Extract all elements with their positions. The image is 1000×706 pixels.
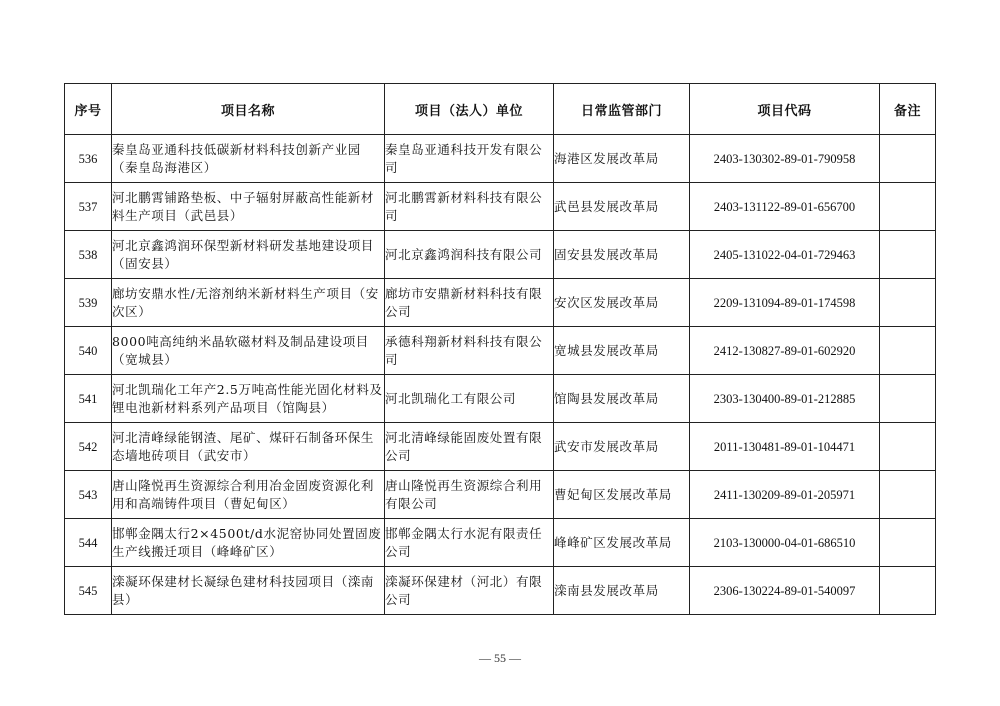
cell-supervision-dept: 安次区发展改革局 xyxy=(554,279,690,327)
header-remarks: 备注 xyxy=(880,84,936,135)
cell-project-code: 2209-131094-89-01-174598 xyxy=(690,279,880,327)
table-row xyxy=(65,279,936,327)
cell-number: 537 xyxy=(65,183,112,231)
cell-remarks xyxy=(880,423,936,471)
cell-remarks xyxy=(880,183,936,231)
header-project-unit: 项目（法人）单位 xyxy=(385,84,554,135)
cell-project-name: 河北京鑫鸿润环保型新材料研发基地建设项目（固安县） xyxy=(112,231,385,279)
cell-remarks xyxy=(880,231,936,279)
cell-remarks xyxy=(880,567,936,615)
cell-number: 544 xyxy=(65,519,112,567)
table-row xyxy=(65,471,936,519)
table-row xyxy=(65,327,936,375)
cell-project-code: 2405-131022-04-01-729463 xyxy=(690,231,880,279)
cell-project-unit: 河北京鑫鸿润科技有限公司 xyxy=(385,231,554,279)
cell-number: 542 xyxy=(65,423,112,471)
cell-remarks xyxy=(880,327,936,375)
cell-project-unit: 承德科翔新材料科技有限公司 xyxy=(385,327,554,375)
cell-number: 545 xyxy=(65,567,112,615)
cell-supervision-dept: 馆陶县发展改革局 xyxy=(554,375,690,423)
cell-number: 540 xyxy=(65,327,112,375)
cell-project-name: 秦皇岛亚通科技低碳新材料科技创新产业园（秦皇岛海港区） xyxy=(112,135,385,183)
table-row xyxy=(65,567,936,615)
cell-project-unit: 廊坊市安鼎新材料科技有限公司 xyxy=(385,279,554,327)
table-row xyxy=(65,375,936,423)
cell-project-unit: 河北凯瑞化工有限公司 xyxy=(385,375,554,423)
cell-number: 536 xyxy=(65,135,112,183)
cell-project-name: 河北凯瑞化工年产2.5万吨高性能光固化材料及锂电池新材料系列产品项目（馆陶县） xyxy=(112,375,385,423)
cell-project-name: 河北清峰绿能钢渣、尾矿、煤矸石制备环保生态墙地砖项目（武安市） xyxy=(112,423,385,471)
table-header-row xyxy=(65,84,936,135)
cell-supervision-dept: 武安市发展改革局 xyxy=(554,423,690,471)
cell-project-code: 2403-131122-89-01-656700 xyxy=(690,183,880,231)
cell-remarks xyxy=(880,471,936,519)
cell-remarks xyxy=(880,135,936,183)
cell-project-unit: 滦凝环保建材（河北）有限公司 xyxy=(385,567,554,615)
cell-supervision-dept: 宽城县发展改革局 xyxy=(554,327,690,375)
cell-project-code: 2011-130481-89-01-104471 xyxy=(690,423,880,471)
cell-project-unit: 邯郸金隅太行水泥有限责任公司 xyxy=(385,519,554,567)
table-row xyxy=(65,519,936,567)
header-number: 序号 xyxy=(65,84,112,135)
cell-project-name: 廊坊安鼎水性/无溶剂纳米新材料生产项目（安次区） xyxy=(112,279,385,327)
table-row xyxy=(65,135,936,183)
cell-project-unit: 唐山隆悦再生资源综合利用有限公司 xyxy=(385,471,554,519)
cell-supervision-dept: 武邑县发展改革局 xyxy=(554,183,690,231)
cell-project-code: 2103-130000-04-01-686510 xyxy=(690,519,880,567)
cell-project-name: 8000吨高纯纳米晶软磁材料及制品建设项目（宽城县） xyxy=(112,327,385,375)
cell-number: 543 xyxy=(65,471,112,519)
cell-supervision-dept: 曹妃甸区发展改革局 xyxy=(554,471,690,519)
project-table xyxy=(64,83,936,615)
cell-project-code: 2411-130209-89-01-205971 xyxy=(690,471,880,519)
cell-supervision-dept: 峰峰矿区发展改革局 xyxy=(554,519,690,567)
cell-project-name: 邯郸金隅太行2×4500t/d水泥窑协同处置固废生产线搬迁项目（峰峰矿区） xyxy=(112,519,385,567)
cell-number: 541 xyxy=(65,375,112,423)
cell-project-name: 河北鹏霄铺路垫板、中子辐射屏蔽高性能新材料生产项目（武邑县） xyxy=(112,183,385,231)
cell-supervision-dept: 固安县发展改革局 xyxy=(554,231,690,279)
header-project-name: 项目名称 xyxy=(112,84,385,135)
header-supervision-dept: 日常监管部门 xyxy=(554,84,690,135)
header-project-code: 项目代码 xyxy=(690,84,880,135)
table-row xyxy=(65,231,936,279)
cell-project-unit: 秦皇岛亚通科技开发有限公司 xyxy=(385,135,554,183)
cell-project-unit: 河北鹏霄新材料科技有限公司 xyxy=(385,183,554,231)
cell-project-unit: 河北清峰绿能固废处置有限公司 xyxy=(385,423,554,471)
cell-project-code: 2403-130302-89-01-790958 xyxy=(690,135,880,183)
cell-remarks xyxy=(880,519,936,567)
table-row xyxy=(65,423,936,471)
cell-remarks xyxy=(880,279,936,327)
cell-supervision-dept: 海港区发展改革局 xyxy=(554,135,690,183)
cell-number: 539 xyxy=(65,279,112,327)
cell-project-code: 2303-130400-89-01-212885 xyxy=(690,375,880,423)
cell-project-code: 2412-130827-89-01-602920 xyxy=(690,327,880,375)
page-number: — 55 — xyxy=(479,651,521,665)
cell-project-code: 2306-130224-89-01-540097 xyxy=(690,567,880,615)
cell-remarks xyxy=(880,375,936,423)
cell-supervision-dept: 滦南县发展改革局 xyxy=(554,567,690,615)
cell-project-name: 滦凝环保建材长凝绿色建材科技园项目（滦南县） xyxy=(112,567,385,615)
table-row xyxy=(65,183,936,231)
cell-project-name: 唐山隆悦再生资源综合利用冶金固废资源化利用和高端铸件项目（曹妃甸区） xyxy=(112,471,385,519)
cell-number: 538 xyxy=(65,231,112,279)
